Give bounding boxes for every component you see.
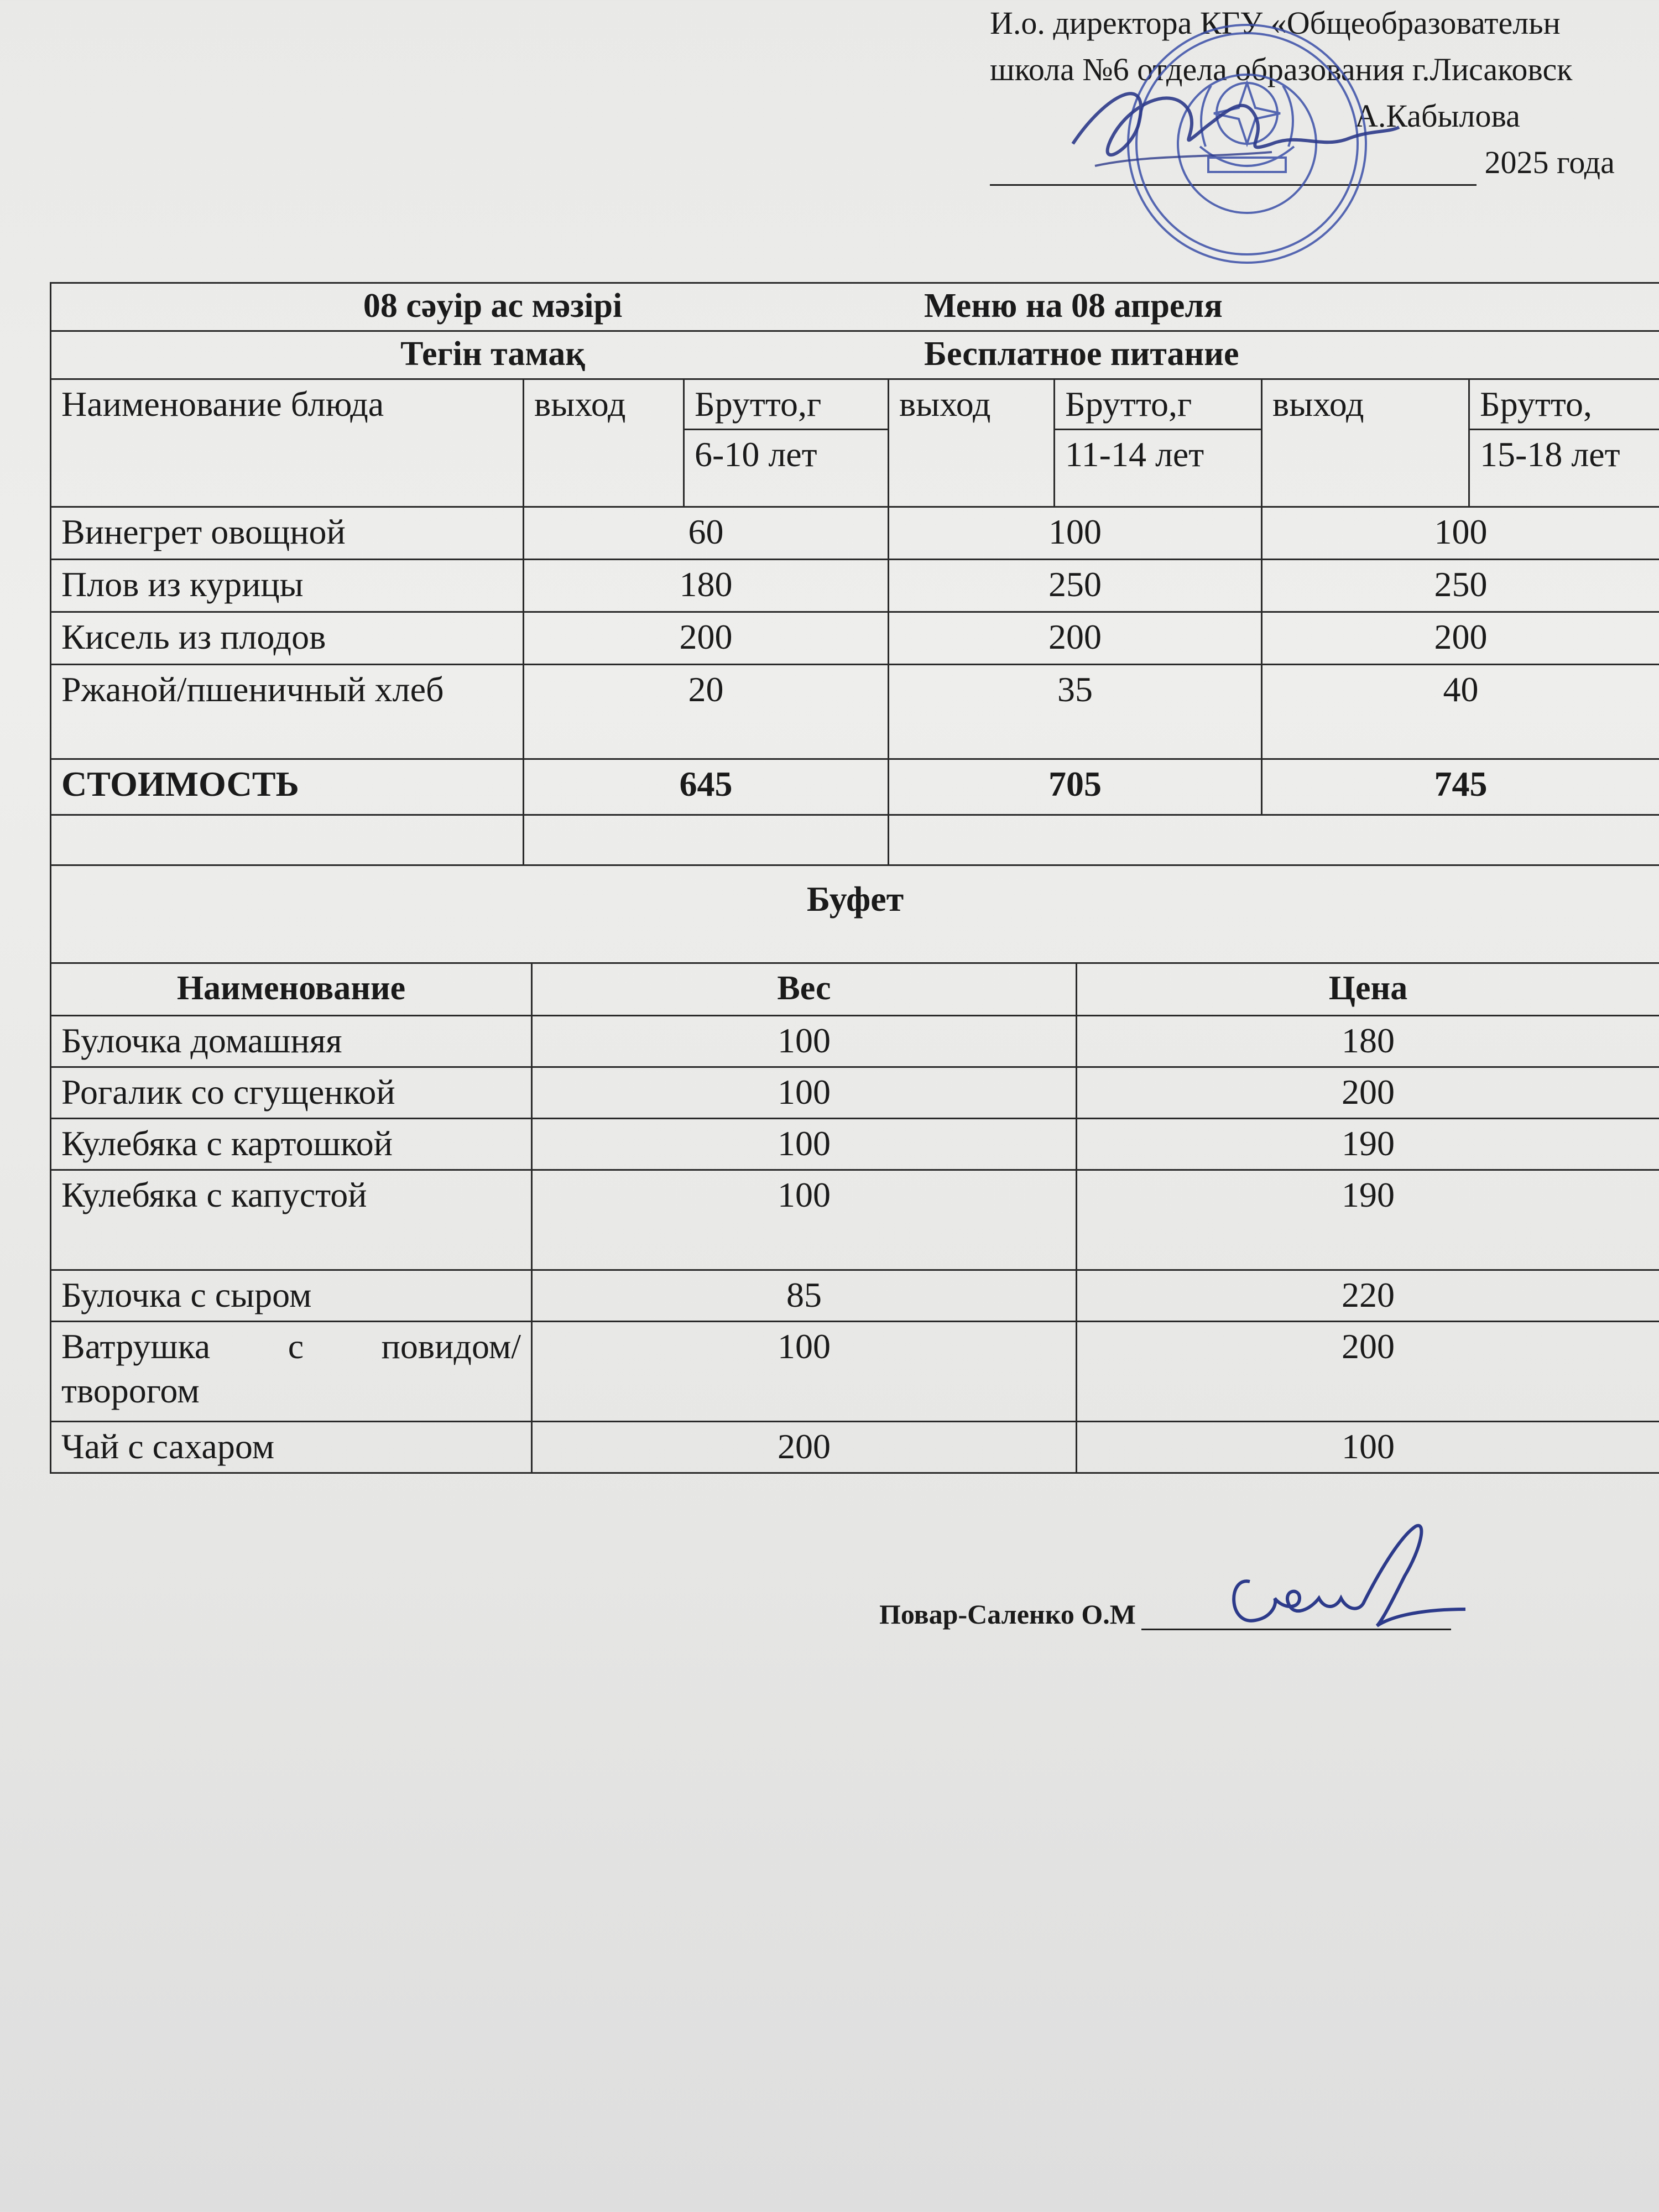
cost-row: [51, 759, 1659, 815]
title-row: [51, 283, 1659, 331]
item-weight: 100: [532, 1016, 1077, 1067]
dish-portion-11-14: 250: [889, 560, 1262, 612]
col-out-2: выход: [889, 379, 1055, 507]
dish-portion-11-14: 200: [889, 612, 1262, 665]
subtitle-ru: Бесплатное питание: [924, 335, 1239, 373]
item-name: Булочка с сыром: [51, 1270, 532, 1322]
table-row: [51, 1170, 1659, 1270]
cost-label: СТОИМОСТЬ: [51, 759, 524, 815]
table-row: [51, 560, 1659, 612]
col-out-3: выход: [1262, 379, 1469, 507]
item-weight: 100: [532, 1119, 1077, 1170]
col-weight: Вес: [532, 963, 1077, 1016]
dish-name: Кисель из плодов: [51, 612, 524, 665]
item-price: 200: [1077, 1322, 1659, 1422]
header-line-2: школа №6 отдела образования г.Лисаковск: [990, 51, 1573, 87]
age-group-3: 15-18 лет: [1480, 435, 1620, 474]
col-brutto-2: [1055, 379, 1262, 507]
item-weight: 200: [532, 1422, 1077, 1473]
item-weight: 100: [532, 1322, 1077, 1422]
col-dish-name: Наименование блюда: [51, 379, 524, 507]
item-name: Ватрушка с повидом/творогом: [51, 1322, 532, 1422]
cook-signature-icon: [1217, 1515, 1471, 1648]
buffet-table: [50, 864, 1659, 1474]
item-weight: 100: [532, 1170, 1077, 1270]
table-row: [51, 507, 1659, 560]
subtitle-kz: Тегін тамақ: [400, 335, 585, 373]
age-group-1: 6-10 лет: [695, 435, 817, 474]
col-price: Цена: [1077, 963, 1659, 1016]
item-price: 200: [1077, 1067, 1659, 1119]
dish-name: Ржаной/пшеничный хлеб: [51, 665, 524, 759]
item-price: 100: [1077, 1422, 1659, 1473]
dish-portion-11-14: 100: [889, 507, 1262, 560]
age-group-2: 11-14 лет: [1065, 435, 1204, 474]
col-brutto-1: [684, 379, 889, 507]
col-item-name: Наименование: [51, 963, 532, 1016]
item-name: Чай с сахаром: [51, 1422, 532, 1473]
subtitle-row: [51, 331, 1659, 379]
dish-name: Плов из курицы: [51, 560, 524, 612]
header-director-name: А.Кабылова: [1355, 98, 1520, 134]
cost-11-14: 705: [889, 759, 1262, 815]
table-row: [51, 1322, 1659, 1422]
item-price: 190: [1077, 1119, 1659, 1170]
table-row: [51, 1270, 1659, 1322]
empty-row: [51, 815, 1659, 865]
free-meal-table: [50, 282, 1659, 866]
brutto-label-2: Брутто,г: [1055, 380, 1261, 430]
item-price: 220: [1077, 1270, 1659, 1322]
dish-portion-6-10: 20: [524, 665, 889, 759]
item-price: 190: [1077, 1170, 1659, 1270]
brutto-label-3: Брутто,: [1470, 380, 1659, 430]
dish-portion-15-18: 200: [1262, 612, 1659, 665]
dish-portion-15-18: 250: [1262, 560, 1659, 612]
item-name: Рогалик со сгущенкой: [51, 1067, 532, 1119]
menu-sheet: [50, 282, 1659, 1474]
buffet-title: Буфет: [51, 865, 1659, 963]
title-kz: 08 сәуір ас мәзірі: [363, 287, 623, 325]
header-line-1: И.о. директора КГУ «Общеобразовательн: [990, 5, 1561, 41]
dish-portion-6-10: 60: [524, 507, 889, 560]
dish-portion-6-10: 200: [524, 612, 889, 665]
table-row: [51, 1067, 1659, 1119]
item-name: Кулебяка с капустой: [51, 1170, 532, 1270]
brutto-label-1: Брутто,г: [685, 380, 888, 430]
table-row: [51, 665, 1659, 759]
item-weight: 85: [532, 1270, 1077, 1322]
dish-portion-11-14: 35: [889, 665, 1262, 759]
item-name: Булочка домашняя: [51, 1016, 532, 1067]
header-year: 2025 года: [1484, 144, 1615, 180]
item-weight: 100: [532, 1067, 1077, 1119]
item-price: 180: [1077, 1016, 1659, 1067]
title-ru: Меню на 08 апреля: [924, 287, 1223, 325]
buffet-header-row: [51, 963, 1659, 1016]
table-row: [51, 1016, 1659, 1067]
col-brutto-3: [1469, 379, 1659, 507]
table-row: [51, 612, 1659, 665]
dish-portion-15-18: 100: [1262, 507, 1659, 560]
dish-name: Винегрет овощной: [51, 507, 524, 560]
free-meal-header-row: [51, 379, 1659, 507]
cost-6-10: 645: [524, 759, 889, 815]
table-row: [51, 1422, 1659, 1473]
cook-name: Повар-Саленко О.М: [879, 1599, 1136, 1630]
table-row: [51, 1119, 1659, 1170]
item-name: Кулебяка с картошкой: [51, 1119, 532, 1170]
dish-portion-6-10: 180: [524, 560, 889, 612]
col-out-1: выход: [524, 379, 684, 507]
cost-15-18: 745: [1262, 759, 1659, 815]
director-signature-icon: [1062, 61, 1405, 194]
buffet-title-row: [51, 865, 1659, 963]
dish-portion-15-18: 40: [1262, 665, 1659, 759]
